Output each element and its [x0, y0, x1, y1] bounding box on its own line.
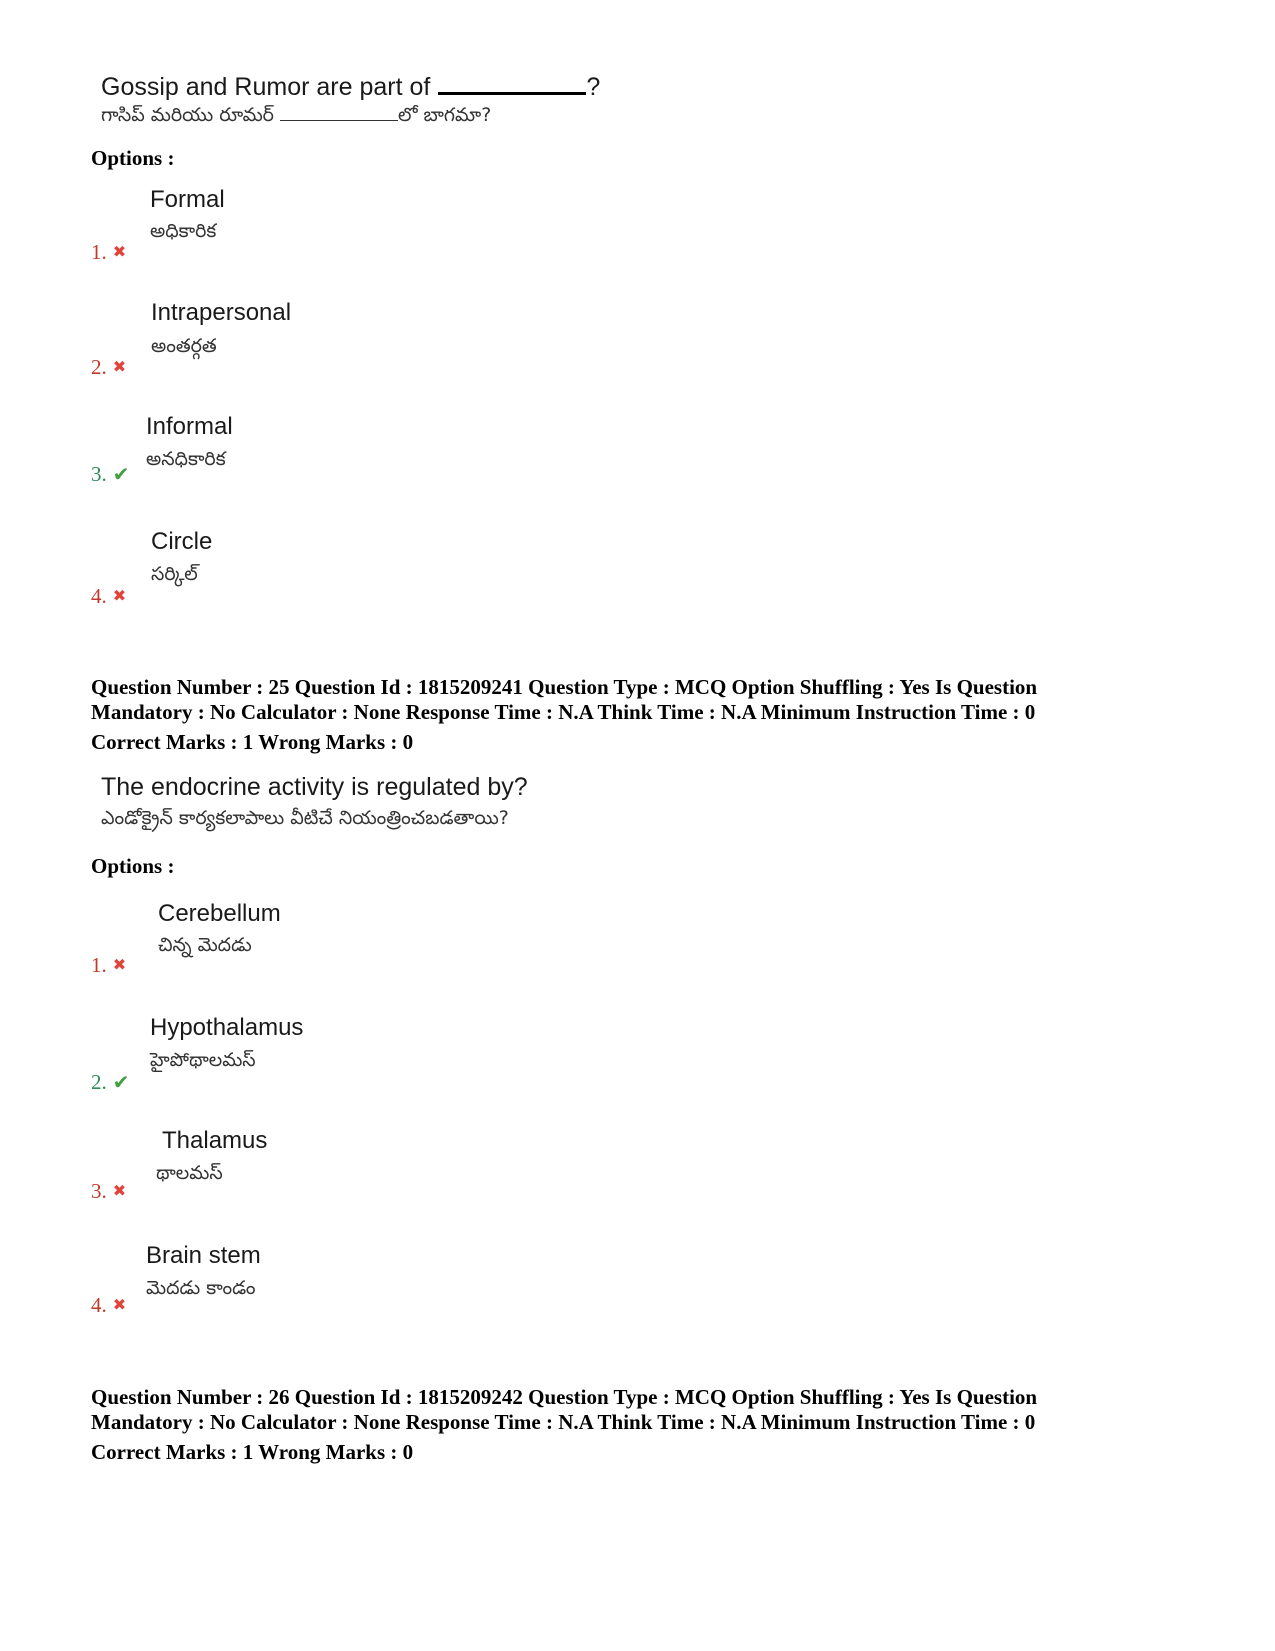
question-meta-line: Question Number : 26 Question Id : 1815209242 Question Type : MCQ Option Shuffling : Yes Is Question: [91, 1385, 1038, 1409]
option-text-en: Cerebellum: [158, 900, 281, 927]
option-text-te: అనధికారిక: [146, 448, 226, 470]
options-label: Options :: [91, 146, 175, 170]
option-text-te: హైపోథాలమస్: [150, 1049, 256, 1071]
option-text-en: Thalamus: [162, 1127, 268, 1154]
question-meta-line: Mandatory : No Calculator : None Response Time : N.A Think Time : N.A Minimum Instruction Time : 0: [91, 1410, 1036, 1434]
question-25-meta: [91, 675, 1037, 755]
option-text-en: Intrapersonal: [151, 299, 292, 326]
option-number: [91, 1293, 126, 1318]
option-text-te: అంతర్గత: [151, 335, 217, 357]
wrong-icon: ✖: [112, 1181, 127, 1200]
option-number: [91, 1070, 130, 1095]
question-meta-line: Question Number : 25 Question Id : 1815209241 Question Type : MCQ Option Shuffling : Yes Is Question: [91, 675, 1038, 699]
option-number-label: 1.: [91, 240, 107, 264]
option-text-te: సర్కిల్: [151, 563, 198, 585]
option-text-te: మెదడు కాండం: [146, 1277, 256, 1299]
option-text-te: చిన్న మెదడు: [158, 934, 252, 956]
wrong-icon: ✖: [112, 357, 127, 376]
fill-blank-line-te: [280, 104, 398, 121]
question-24-text-en: [101, 70, 600, 102]
option-number-label: 4.: [91, 584, 107, 608]
option-number: [91, 355, 126, 380]
check-icon: ✔: [112, 462, 130, 486]
option-number: [91, 953, 126, 978]
option-text-te: అధికారిక: [150, 220, 217, 242]
question-meta-line: Mandatory : No Calculator : None Response Time : N.A Think Time : N.A Minimum Instruction Time : 0: [91, 700, 1036, 724]
option-text-en: Informal: [146, 413, 233, 440]
question-25-text-te: ఎండోక్రైన్ కార్యకలాపాలు వీటిచే నియంత్రించబడతాయి?: [101, 807, 509, 829]
option-text-en: Hypothalamus: [150, 1014, 304, 1041]
wrong-icon: ✖: [112, 1295, 127, 1314]
check-icon: ✔: [112, 1070, 130, 1094]
option-number: [91, 584, 126, 609]
option-text-en: Brain stem: [146, 1242, 261, 1269]
question-24-text-te: [101, 104, 491, 131]
option-text-te: థాలమస్: [156, 1162, 223, 1184]
option-text-en: Circle: [151, 528, 213, 555]
question-24-en-label: Gossip and Rumor are part of: [101, 73, 431, 101]
option-number-label: 4.: [91, 1293, 107, 1317]
options-label: Options :: [91, 854, 175, 878]
question-24-te-label: గాసిప్ మరియు రూమర్: [101, 104, 274, 126]
option-number-label: 2.: [91, 355, 107, 379]
fill-blank-line: [438, 70, 586, 95]
option-number: [91, 1179, 126, 1204]
wrong-icon: ✖: [112, 242, 127, 261]
option-number: [91, 240, 126, 265]
question-26-meta: [91, 1385, 1037, 1465]
question-24-te-end: లో బాగమా?: [397, 104, 492, 126]
option-number-label: 3.: [91, 1179, 107, 1203]
question-24-en-end: ?: [586, 73, 601, 101]
option-number: [91, 462, 130, 487]
wrong-icon: ✖: [112, 955, 127, 974]
question-25-text-en: The endocrine activity is regulated by?: [101, 773, 528, 801]
option-number-label: 1.: [91, 953, 107, 977]
option-number-label: 2.: [91, 1070, 107, 1094]
question-marks-line: Correct Marks : 1 Wrong Marks : 0: [91, 730, 414, 754]
question-marks-line: Correct Marks : 1 Wrong Marks : 0: [91, 1440, 414, 1464]
option-number-label: 3.: [91, 462, 107, 486]
wrong-icon: ✖: [112, 586, 127, 605]
option-text-en: Formal: [150, 186, 225, 213]
